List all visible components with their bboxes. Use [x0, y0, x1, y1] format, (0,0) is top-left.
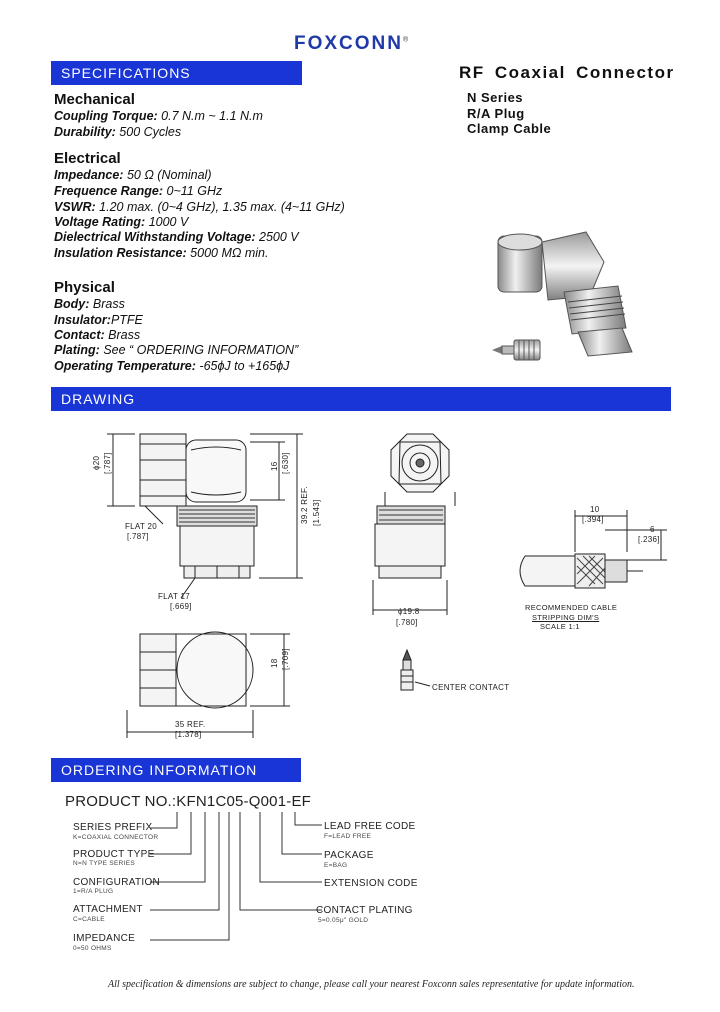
spec-insulation-resistance: Insulation Resistance: 5000 MΩ min.	[54, 246, 269, 260]
spec-impedance: Impedance: 50 Ω (Nominal)	[54, 168, 212, 182]
product-type-label: PRODUCT TYPE	[73, 849, 155, 860]
dim-35: 35 REF.	[175, 720, 206, 729]
cable-note-1: RECOMMENDED CABLE	[525, 603, 618, 612]
spec-body: Body: Brass	[54, 297, 125, 311]
connector-photo	[498, 232, 632, 356]
dim-flat17-in: [.669]	[170, 602, 192, 611]
dim-198: ϕ19.8	[398, 607, 420, 616]
spec-plating: Plating: See “ ORDERING INFORMATION”	[54, 343, 299, 357]
dim-18: 18	[270, 658, 279, 668]
ordering-leader-lines	[150, 808, 330, 948]
package-label: PACKAGE	[324, 850, 374, 861]
spec-contact: Contact: Brass	[54, 328, 141, 342]
dim-6-in: [.236]	[638, 535, 660, 544]
dim-16: 16	[270, 461, 279, 471]
mechanical-heading: Mechanical	[54, 91, 135, 108]
dim-flat20-in: [.787]	[127, 532, 149, 541]
product-attachment: Clamp Cable	[467, 121, 552, 136]
extension-code-label: EXTENSION CODE	[324, 878, 418, 889]
electrical-heading: Electrical	[54, 150, 121, 167]
dim-flat17: FLAT 17	[158, 592, 191, 601]
dim-10-in: [.394]	[582, 515, 604, 524]
spec-frequency-range: Frequence Range: 0~11 GHz	[54, 184, 223, 198]
spec-coupling-torque: Coupling Torque: 0.7 N.m ~ 1.1 N.m	[54, 109, 263, 123]
dim-18-in: [.709]	[281, 648, 290, 670]
ordering-bar: ORDERING INFORMATION	[51, 758, 301, 782]
lead-free-code-sub: F=LEAD FREE	[324, 833, 372, 840]
product-type-sub: N=N TYPE SERIES	[73, 860, 135, 867]
product-series: N Series	[467, 90, 524, 105]
foxconn-logo: FOXCONN®	[294, 33, 409, 54]
dim-6: 6	[650, 525, 655, 534]
drawing-bar: DRAWING	[51, 387, 671, 411]
specifications-bar: SPECIFICATIONS	[51, 61, 302, 85]
product-photo	[486, 222, 646, 372]
spec-vswr: VSWR: 1.20 max. (0~4 GHz), 1.35 max. (4~11 GHz)	[54, 200, 345, 214]
impedance-label: IMPEDANCE	[73, 933, 136, 944]
dim-16-in: [.630]	[281, 452, 290, 474]
technical-drawing	[85, 420, 685, 750]
spec-operating-temperature: Operating Temperature: -65ϕJ to +165ϕJ	[54, 359, 290, 373]
spec-withstanding-voltage: Dielectrical Withstanding Voltage: 2500 V	[54, 230, 299, 244]
side-view	[107, 434, 303, 598]
product-configuration: R/A Plug	[467, 106, 525, 121]
lead-free-code-label: LEAD FREE CODE	[324, 821, 416, 832]
cable-note-3: SCALE 1:1	[540, 622, 580, 631]
configuration-label: CONFIGURATION	[73, 877, 161, 888]
series-prefix-label: SERIES PREFIX	[73, 822, 153, 833]
dim-dia20-in: [.787]	[103, 452, 112, 474]
dim-392: 39.2 REF.	[300, 486, 309, 524]
impedance-sub: 0=50 OHMS	[73, 945, 112, 952]
center-contact	[401, 650, 430, 690]
dim-10: 10	[590, 505, 600, 514]
dim-35-in: [1.378]	[175, 730, 202, 739]
attachment-label: ATTACHMENT	[73, 904, 143, 915]
dim-392-in: [1.543]	[312, 499, 321, 526]
dim-flat20: FLAT 20	[125, 522, 158, 531]
contact-plating-label: CONTACT PLATING	[316, 905, 413, 916]
top-view	[127, 632, 290, 738]
spec-voltage-rating: Voltage Rating: 1000 V	[54, 215, 189, 229]
contact-plating-sub: 5=0.05μ" GOLD	[318, 917, 369, 924]
configuration-sub: 1=R/A PLUG	[73, 888, 114, 895]
physical-heading: Physical	[54, 279, 115, 296]
product-number: PRODUCT NO.:KFN1C05-Q001-EF	[65, 793, 312, 810]
dim-198-in: [.780]	[396, 618, 418, 627]
series-prefix-sub: K=COAXIAL CONNECTOR	[73, 834, 159, 841]
spec-insulator: Insulator:PTFE	[54, 313, 143, 327]
center-contact-label: CENTER CONTACT	[432, 683, 510, 692]
front-view	[373, 434, 455, 615]
product-title: RF Coaxial Connector	[459, 63, 675, 82]
center-pin-photo	[492, 340, 540, 360]
spec-durability: Durability: 500 Cycles	[54, 125, 182, 139]
package-sub: E=BAG	[324, 862, 348, 869]
footer-disclaimer: All specification & dimensions are subject to change, please call your nearest Foxconn sales representative for update information.	[108, 979, 635, 990]
cable-note-2: STRIPPING DIM'S	[532, 613, 600, 622]
attachment-sub: C=CABLE	[73, 916, 105, 923]
dim-dia20: ϕ20	[92, 455, 101, 470]
